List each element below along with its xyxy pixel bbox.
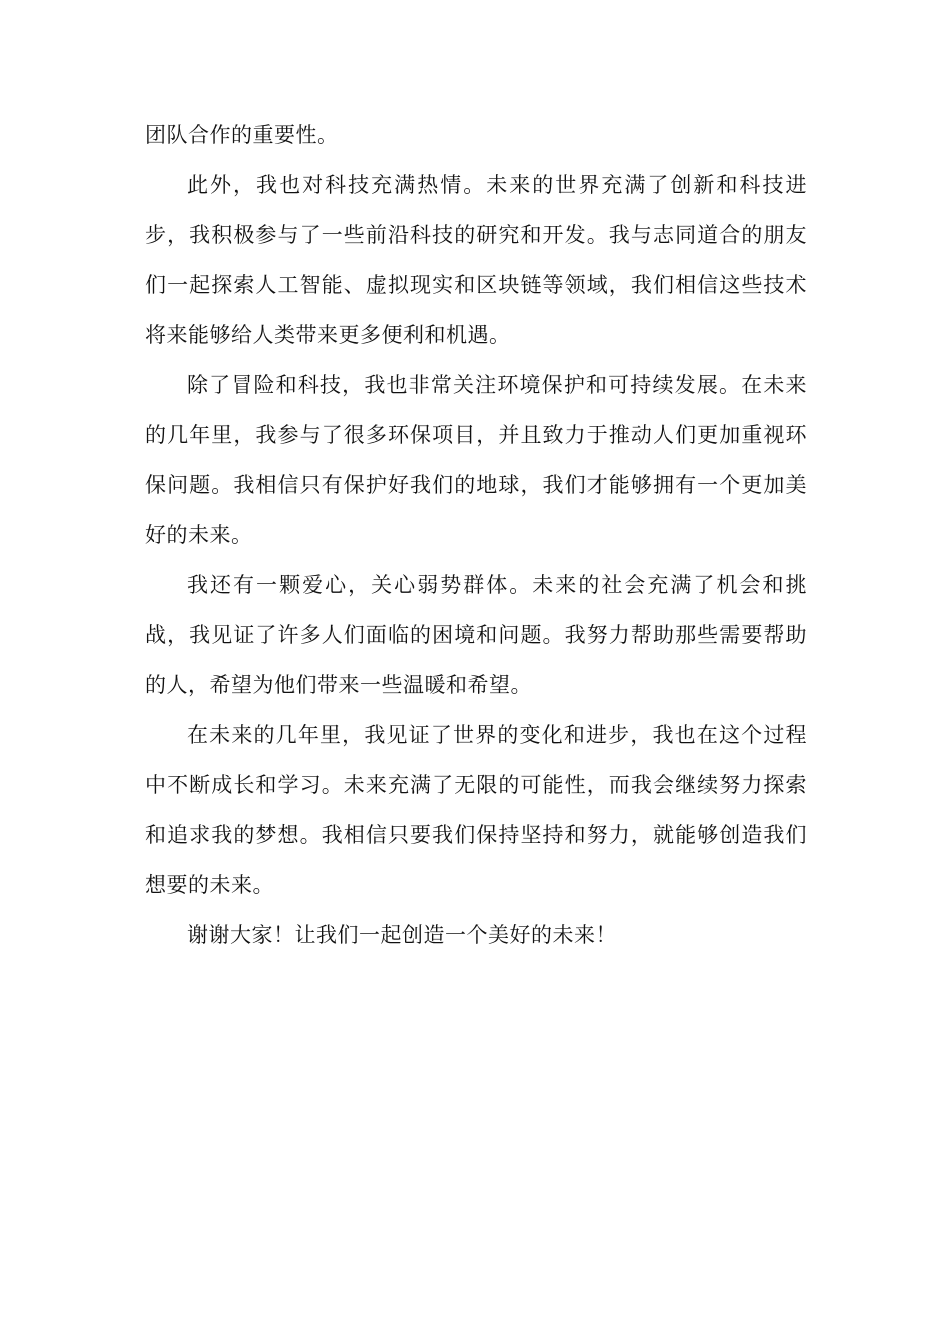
paragraph-technology: 此外，我也对科技充满热情。未来的世界充满了创新和科技进步，我积极参与了一些前沿科技的研究和开发。我与志同道合的朋友们一起探索人工智能、虚拟现实和区块链等领域，我们相信这些技术将来能够给人类带来更多便利和机遇。 — [145, 173, 807, 347]
paragraph-continuation: 团队合作的重要性。 — [145, 123, 339, 147]
paragraph-environment: 除了冒险和科技，我也非常关注环境保护和可持续发展。在未来的几年里，我参与了很多环保项目，并且致力于推动人们更加重视环保问题。我相信只有保护好我们的地球，我们才能够拥有一个更加美好的未来。 — [145, 373, 807, 547]
paragraph-growth: 在未来的几年里，我见证了世界的变化和进步，我也在这个过程中不断成长和学习。未来充满了无限的可能性，而我会继续努力探索和追求我的梦想。我相信只要我们保持坚持和努力，就能够创造我们想要的未来。 — [145, 723, 807, 897]
paragraph-compassion: 我还有一颗爱心，关心弱势群体。未来的社会充满了机会和挑战，我见证了许多人们面临的困境和问题。我努力帮助那些需要帮助的人，希望为他们带来一些温暖和希望。 — [145, 573, 807, 697]
paragraph-closing: 谢谢大家！让我们一起创造一个美好的未来！ — [187, 923, 617, 947]
document-body — [145, 110, 807, 960]
